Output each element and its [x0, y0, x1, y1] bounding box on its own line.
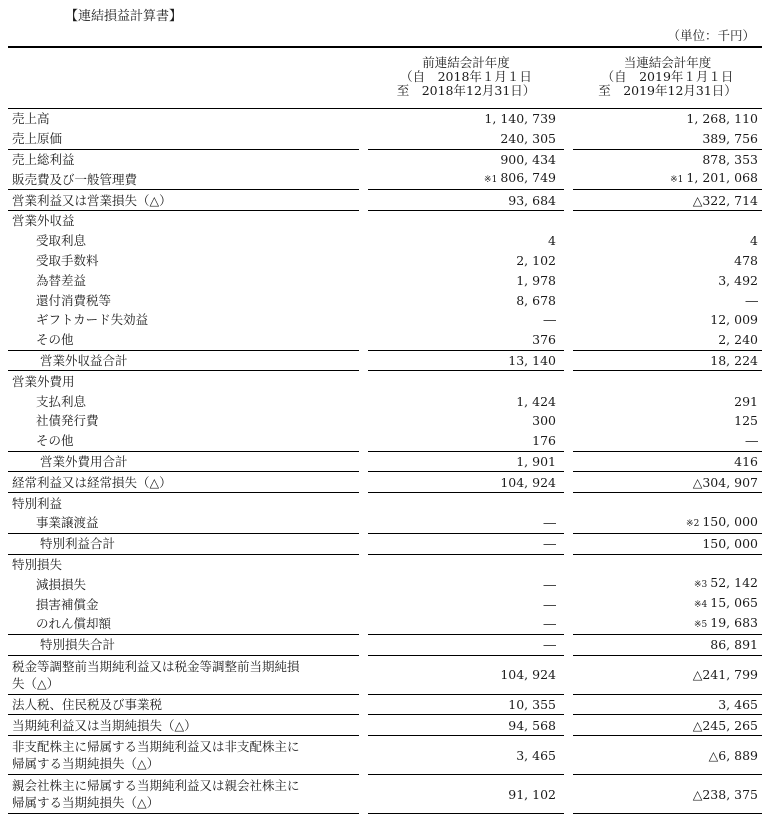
prev-amount: 176	[532, 433, 556, 449]
table-row	[8, 270, 762, 290]
cur-value	[573, 210, 762, 230]
prev-value	[368, 451, 564, 472]
row-label: 特別損失合計	[8, 634, 359, 655]
row-label: 非支配株主に帰属する当期純利益又は非支配株主に 帰属する当期純損失（△）	[8, 736, 359, 775]
prev-value	[368, 431, 564, 451]
prev-period-to: 至 2018年12月31日）	[396, 83, 536, 98]
prev-amount: 240, 305	[500, 131, 556, 147]
prev-amount: 4	[548, 233, 556, 249]
income-statement-table	[8, 46, 762, 814]
note-marker: ※5	[694, 619, 708, 630]
row-label: その他	[8, 431, 359, 451]
cur-amount: 3, 465	[718, 696, 758, 712]
row-label: 受取利息	[36, 233, 87, 249]
row-label: 営業外収益	[12, 213, 75, 229]
prev-value	[368, 270, 564, 290]
table-row	[8, 655, 762, 694]
cur-amount: 3, 492	[718, 272, 758, 288]
row-label: 親会社株主に帰属する当期純利益又は親会社株主に 帰属する当期純損失（△）	[8, 775, 359, 814]
prev-period-label: 前連結会計年度	[422, 55, 510, 70]
cur-value	[573, 350, 762, 371]
prev-value	[368, 472, 564, 493]
prev-value	[368, 251, 564, 271]
prev-amount: 104, 924	[500, 474, 556, 490]
cur-value	[573, 493, 762, 513]
cur-amount: 4	[750, 233, 758, 249]
prev-value	[368, 493, 564, 513]
prev-amount: 806, 749	[500, 170, 556, 186]
unit-label: （単位：千円）	[667, 28, 755, 43]
prev-amount: 8, 678	[516, 292, 556, 308]
row-label: 減損損失	[36, 576, 87, 592]
prev-value	[368, 775, 564, 814]
prev-value	[368, 169, 564, 189]
row-label: 受取手数料	[36, 252, 99, 268]
cur-amount: 1, 201, 068	[686, 170, 758, 186]
prev-value	[368, 149, 564, 169]
table-row	[8, 775, 762, 814]
note-marker: ※2	[686, 518, 700, 529]
table-row	[8, 310, 762, 330]
row-label: 支払利息	[36, 393, 87, 409]
table-row	[8, 451, 762, 472]
cur-value	[573, 251, 762, 271]
row-label: 還付消費税等	[36, 292, 112, 308]
cur-value	[573, 169, 762, 189]
cur-amount: 478	[734, 252, 758, 268]
prev-amount: 900, 434	[500, 151, 556, 167]
cur-amount: 291	[734, 393, 758, 409]
prev-amount: ―	[543, 596, 556, 612]
cur-value	[573, 411, 762, 431]
row-label: 営業利益又は営業損失（△）	[8, 190, 359, 211]
table-row	[8, 169, 762, 189]
prev-value	[368, 350, 564, 371]
table-row	[8, 109, 762, 129]
table-row	[8, 493, 762, 513]
cur-amount: 125	[734, 413, 758, 429]
prev-value	[368, 290, 564, 310]
row-label: 特別利益	[12, 495, 63, 511]
cur-amount: ―	[745, 433, 758, 449]
cur-amount: 18, 224	[710, 352, 758, 368]
row-label: 営業外収益合計	[8, 350, 359, 371]
row-label: 営業外費用	[12, 373, 75, 389]
table-row	[8, 371, 762, 391]
cur-amount: 1, 268, 110	[686, 111, 758, 127]
cur-value	[573, 775, 762, 814]
cur-value	[573, 330, 762, 350]
cur-value	[573, 310, 762, 330]
prev-value	[368, 614, 564, 634]
table-row	[8, 715, 762, 736]
prev-period-header	[368, 47, 564, 109]
cur-period-label: 当連結会計年度	[623, 55, 712, 70]
cur-value	[573, 634, 762, 655]
table-row	[8, 210, 762, 230]
row-label: 特別損失	[12, 556, 63, 572]
prev-amount: 93, 684	[508, 192, 556, 208]
row-label: 税金等調整前当期純利益又は税金等調整前当期純損 失（△）	[8, 655, 359, 694]
note-marker: ※4	[694, 600, 708, 611]
table-row	[8, 391, 762, 411]
prev-amount: 104, 924	[500, 667, 556, 683]
cur-value	[573, 694, 762, 715]
prev-value	[368, 694, 564, 715]
prev-amount: ―	[543, 616, 556, 632]
cur-value	[573, 451, 762, 472]
cur-amount: 12, 009	[710, 312, 758, 328]
prev-value	[368, 736, 564, 775]
row-label: 売上高	[8, 109, 359, 129]
cur-value	[573, 391, 762, 411]
row-label: 販売費及び一般管理費	[8, 169, 359, 189]
table-row	[8, 533, 762, 554]
cur-value	[573, 533, 762, 554]
cur-amount: △241, 799	[692, 667, 758, 683]
row-label: 営業外費用合計	[8, 451, 359, 472]
prev-value	[368, 715, 564, 736]
note-marker: ※1	[484, 175, 498, 186]
cur-amount: 878, 353	[702, 151, 758, 167]
prev-value	[368, 371, 564, 391]
cur-amount: △304, 907	[692, 474, 758, 490]
row-label: 損害補償金	[36, 596, 99, 612]
prev-amount: 300	[532, 413, 556, 429]
cur-value	[573, 129, 762, 149]
cur-value	[573, 290, 762, 310]
table-row	[8, 694, 762, 715]
prev-amount: ―	[543, 576, 556, 592]
cur-amount: 389, 756	[702, 131, 758, 147]
prev-amount: ―	[543, 312, 556, 328]
period-header-row	[8, 47, 762, 109]
row-label: 売上総利益	[12, 151, 75, 167]
cur-value	[573, 594, 762, 614]
cur-value	[573, 190, 762, 211]
prev-amount: ―	[543, 536, 556, 552]
table-row	[8, 231, 762, 251]
cur-amount: △245, 265	[692, 717, 758, 733]
prev-value	[368, 574, 564, 594]
prev-value	[368, 554, 564, 574]
row-label: 事業譲渡益	[8, 513, 359, 533]
prev-amount: 1, 140, 739	[484, 111, 556, 127]
row-label: 当期純利益又は当期純損失（△）	[8, 715, 359, 736]
prev-amount: 376	[532, 332, 556, 348]
cur-value	[573, 736, 762, 775]
cur-amount: 2, 240	[718, 332, 758, 348]
prev-value	[368, 190, 564, 211]
prev-amount: ―	[543, 515, 556, 531]
statement-title: 【連結損益計算書】	[65, 9, 183, 24]
table-row	[8, 149, 762, 169]
prev-value	[368, 231, 564, 251]
prev-amount: 1, 978	[516, 272, 556, 288]
cur-value	[573, 109, 762, 129]
cur-amount: 15, 065	[710, 595, 758, 611]
table-row	[8, 190, 762, 211]
prev-period-from: （自 2018年１月１日	[400, 69, 532, 84]
cur-amount: 416	[734, 453, 758, 469]
cur-value	[573, 149, 762, 169]
table-row	[8, 431, 762, 451]
prev-amount: 13, 140	[508, 352, 556, 368]
cur-amount: 150, 000	[702, 513, 758, 529]
cur-amount: 86, 891	[710, 637, 758, 653]
prev-value	[368, 655, 564, 694]
table-row	[8, 574, 762, 594]
table-row	[8, 411, 762, 431]
prev-value	[368, 594, 564, 614]
note-marker: ※3	[694, 580, 708, 591]
cur-value	[573, 513, 762, 533]
row-label: 特別利益合計	[8, 533, 359, 554]
cur-amount: △238, 375	[692, 786, 758, 802]
table-row	[8, 594, 762, 614]
prev-value	[368, 533, 564, 554]
prev-amount: ―	[543, 637, 556, 653]
cur-value	[573, 554, 762, 574]
table-row	[8, 513, 762, 533]
prev-amount: 2, 102	[516, 252, 556, 268]
row-label: 売上原価	[8, 129, 359, 149]
row-label: その他	[8, 330, 359, 350]
table-row	[8, 129, 762, 149]
table-row	[8, 614, 762, 634]
row-label: のれん償却額	[8, 614, 359, 634]
table-row	[8, 736, 762, 775]
row-label: ギフトカード失効益	[36, 312, 149, 328]
cur-amount: 19, 683	[710, 614, 758, 630]
prev-value	[368, 109, 564, 129]
prev-value	[368, 513, 564, 533]
prev-amount: 1, 424	[516, 393, 556, 409]
prev-amount: 10, 355	[508, 696, 556, 712]
cur-amount: △322, 714	[692, 192, 758, 208]
table-row	[8, 634, 762, 655]
row-label: 社債発行費	[36, 413, 99, 429]
table-row	[8, 251, 762, 271]
prev-value	[368, 310, 564, 330]
cur-value	[573, 655, 762, 694]
prev-value	[368, 411, 564, 431]
cur-value	[573, 431, 762, 451]
cur-value	[573, 371, 762, 391]
cur-value	[573, 574, 762, 594]
prev-value	[368, 391, 564, 411]
cur-amount: △6, 889	[708, 747, 758, 763]
cur-value	[573, 614, 762, 634]
prev-amount: 94, 568	[508, 717, 556, 733]
prev-value	[368, 129, 564, 149]
cur-amount: ―	[745, 292, 758, 308]
cur-value	[573, 715, 762, 736]
row-label: 経常利益又は経常損失（△）	[8, 472, 359, 493]
table-row	[8, 554, 762, 574]
cur-value	[573, 472, 762, 493]
prev-value	[368, 634, 564, 655]
table-row	[8, 290, 762, 310]
prev-amount: 91, 102	[508, 786, 556, 802]
cur-amount: 150, 000	[702, 536, 758, 552]
prev-value	[368, 210, 564, 230]
row-label: 為替差益	[36, 272, 87, 288]
prev-value	[368, 330, 564, 350]
cur-period-to: 至 2019年12月31日）	[598, 83, 737, 98]
prev-amount: 1, 901	[516, 453, 556, 469]
note-marker: ※1	[670, 175, 684, 186]
table-row	[8, 330, 762, 350]
cur-amount: 52, 142	[710, 575, 758, 591]
table-row	[8, 472, 762, 493]
row-label: 法人税、住民税及び事業税	[8, 694, 359, 715]
prev-amount: 3, 465	[516, 747, 556, 763]
cur-value	[573, 231, 762, 251]
table-row	[8, 350, 762, 371]
cur-period-from: （自 2019年１月１日	[601, 69, 734, 84]
cur-value	[573, 270, 762, 290]
cur-period-header	[573, 47, 762, 109]
